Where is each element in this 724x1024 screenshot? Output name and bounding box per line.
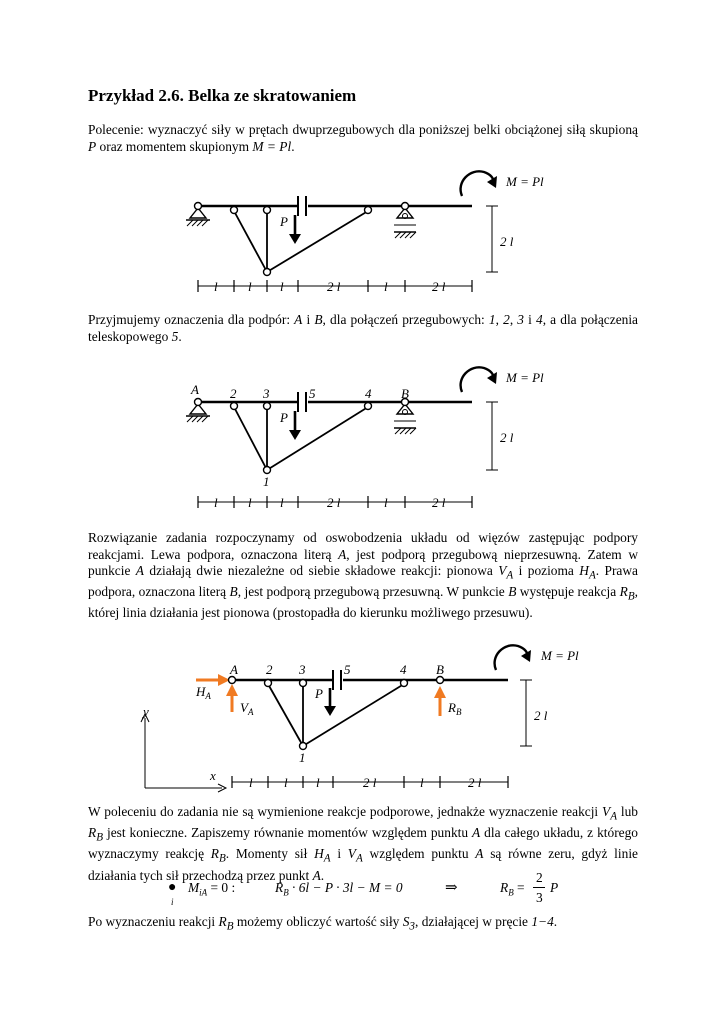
svg-text:l: l <box>280 279 284 294</box>
svg-text:1: 1 <box>263 474 270 489</box>
svg-text:3: 3 <box>299 662 306 677</box>
svg-text:M = Pl: M = Pl <box>541 648 579 663</box>
svg-text:l: l <box>214 495 218 510</box>
page-title: Przykład 2.6. Belka ze skratowaniem <box>88 86 357 105</box>
svg-text:l: l <box>284 775 288 790</box>
force-label: P <box>280 214 288 229</box>
svg-text:2 l: 2 l <box>327 279 341 294</box>
svg-text:5: 5 <box>309 386 316 401</box>
svg-text:A: A <box>191 382 199 397</box>
svg-text:l: l <box>214 279 218 294</box>
beam-figure-1 <box>0 160 724 300</box>
moment-label: M = Pl <box>506 174 544 189</box>
svg-text:2 l: 2 l <box>363 775 377 790</box>
svg-text:x: x <box>210 768 216 783</box>
paragraph-moments: W poleceniu do zadania nie są wymienione reakcje podporowe, jednakże wyznaczenie reakcji $V_A$ lub $R_B$ jest konieczne. Zapiszemy równanie momentów względem punktu A dla całego układu, z którego wyznaczymy reakcję $R_B$. Momenty sił $H_A$ i $V_A$ względem punktu A są równe zeru, gdyż linie działania tych sił przechodzą przez punkt A. <box>88 804 638 883</box>
svg-text:l: l <box>384 279 388 294</box>
svg-text:l: l <box>248 279 252 294</box>
svg-text:B: B <box>436 662 444 677</box>
svg-text:2: 2 <box>230 386 237 401</box>
svg-text:3: 3 <box>263 386 270 401</box>
beam-figure-2 <box>0 356 724 516</box>
svg-text:l: l <box>248 495 252 510</box>
svg-text:RB: $R_B$ <box>448 700 462 717</box>
svg-text:VA: $V_A$ <box>240 700 254 717</box>
svg-text:B: B <box>401 386 409 401</box>
paragraph-next: Po wyznaczeniu reakcji $R_B$ możemy obliczyć wartość siły $S_3$, działającej w pręcie 1−4. <box>88 914 558 933</box>
svg-text:P: P <box>315 686 323 701</box>
svg-text:4: 4 <box>400 662 407 677</box>
beam-figure-3 <box>0 636 724 796</box>
paragraph-labels: Przyjmujemy oznaczenia dla podpór: A i B, dla połączeń przegubowych: 1, 2, 3 i 4, a dla połączenia teleskopowego 5. <box>88 312 638 344</box>
svg-text:P: P <box>280 410 288 425</box>
svg-text:2 l: 2 l <box>327 495 341 510</box>
svg-text:4: 4 <box>365 386 372 401</box>
moment-arrow <box>461 171 494 196</box>
svg-text:l: l <box>280 495 284 510</box>
svg-text:5: 5 <box>344 662 351 677</box>
svg-text:2 l: 2 l <box>468 775 482 790</box>
svg-text:1: 1 <box>299 750 306 765</box>
svg-text:y: y <box>143 704 149 719</box>
paragraph-task: Polecenie: wyznaczyć siły w prętach dwuprzegubowych dla poniższej belki obciążonej siłą skupioną P oraz momentem skupionym M = Pl. <box>88 122 638 154</box>
svg-text:2 l: 2 l <box>500 430 514 445</box>
svg-text:l: l <box>249 775 253 790</box>
svg-text:l: l <box>316 775 320 790</box>
svg-text:A: A <box>230 662 238 677</box>
svg-text:l: l <box>384 495 388 510</box>
svg-text:2 l: 2 l <box>432 495 446 510</box>
paragraph-solution: Rozwiązanie zadania rozpoczynamy od oswobodzenia układu od więzów zastępując podpory reakcjami. Lewa podpora, oznaczona literą A, jest podporą przegubową nieprzesuwną. Zatem w punkcie A działają dwie niezależne od siebie składowe reakcji: pionowa $V_A$ i pozioma $H_A$. Prawa podpora, oznaczona literą B, jest podporą przegubową przesuwną. W punkcie B występuje reakcja $R_B$, której linia działania jest pionowa (prostopadła do kierunku możliwego przesuwu). <box>88 530 638 621</box>
height-label: 2 l <box>500 234 514 249</box>
svg-text:l: l <box>420 775 424 790</box>
svg-text:HA: $H_A$ <box>196 684 211 701</box>
svg-text:M = Pl: M = Pl <box>506 370 544 385</box>
svg-text:2 l: 2 l <box>432 279 446 294</box>
svg-text:2: 2 <box>266 662 273 677</box>
svg-text:2 l: 2 l <box>534 708 548 723</box>
